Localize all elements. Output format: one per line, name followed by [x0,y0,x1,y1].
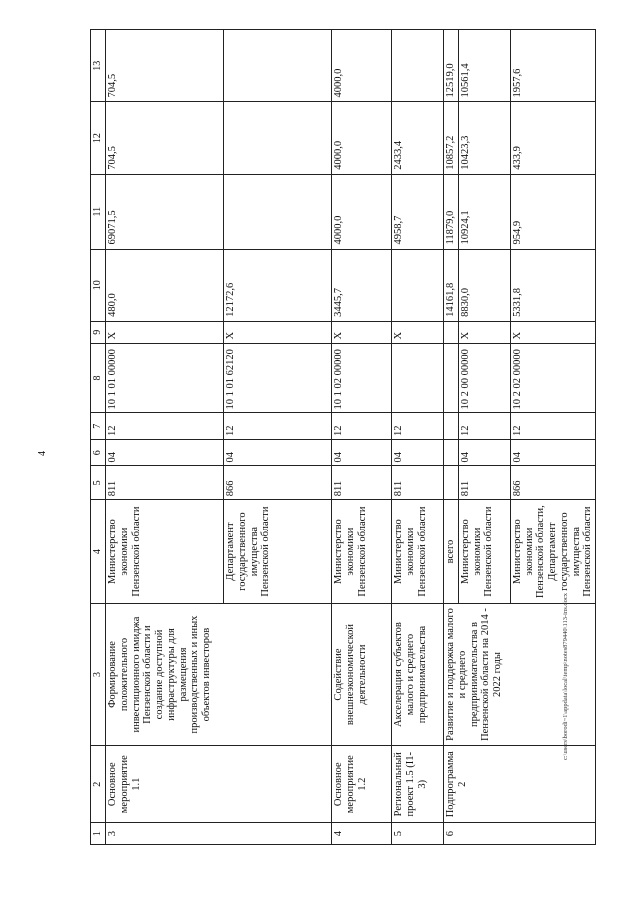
cell-rz: 04 [392,439,444,466]
cell-value: 69071,5 [106,174,224,249]
cell-csr [392,343,444,413]
cell-value: 2433,4 [392,102,444,174]
cell-vr: X [392,321,444,343]
cell-vr: X [224,321,332,343]
cell-pr: 12 [332,413,392,440]
header-cell: 12 [91,102,106,174]
cell-csr: 10 2 00 00000 [458,343,510,413]
cell-pr: 12 [224,413,332,440]
table-row [332,30,392,845]
cell-pr [444,413,459,440]
footer-file-path: c:\users\borodi~1\appdata\local\temp\notes879440\113-ins.docx [562,592,569,760]
executor: Министерство экономики Пензенской области [106,500,224,604]
cell-value: 12519,0 [444,30,459,102]
cell-value: 5331,8 [510,249,595,321]
cell-csr [444,343,459,413]
executor: Министерство экономики Пензенской области [392,500,444,604]
header-cell: 5 [91,466,106,500]
executor: всего [444,500,459,604]
measure-description: Развитие и поддержка малого и среднего предпринимательства в Пензенской области на 2014 - 2022 годы [444,603,596,745]
executor: Министерство экономики Пензенской области [332,500,392,604]
cell-csr: 10 1 01 62120 [224,343,332,413]
cell-value: 4000,0 [332,174,392,249]
cell-value: 10423,3 [458,102,510,174]
header-row [91,30,106,845]
cell-value [392,30,444,102]
header-cell: 4 [91,500,106,604]
cell-value [224,174,332,249]
header-cell: 11 [91,174,106,249]
cell-pr: 12 [392,413,444,440]
cell-value: 704,5 [106,102,224,174]
cell-value: 8830,0 [458,249,510,321]
cell-value: 433,9 [510,102,595,174]
cell-grbs: 866 [224,466,332,500]
cell-pr: 12 [106,413,224,440]
cell-rz: 04 [332,439,392,466]
page-number: 4 [37,451,48,456]
cell-value: 3445,7 [332,249,392,321]
measure-description: Формирование положительного инвестиционного имиджа Пензенской области и создание доступной инфраструктуры для размещения производственных и иных объектов инвесторов [106,603,332,745]
table-row [392,30,444,845]
cell-rz: 04 [224,439,332,466]
measure-name: Основное мероприятие 1.1 [106,746,332,823]
measure-name: Подпрограмма 2 [444,746,596,823]
cell-grbs: 811 [392,466,444,500]
header-cell: 2 [91,746,106,823]
cell-value: 11879,0 [444,174,459,249]
header-cell: 6 [91,439,106,466]
cell-value [224,102,332,174]
executor: Министерство экономики Пензенской области, Департамент государственного имущества Пензенской области [510,500,595,604]
measure-name: Региональный проект 1.5 (I1-3) [392,746,444,823]
cell-value: 14161,8 [444,249,459,321]
cell-value: 12172,6 [224,249,332,321]
cell-csr: 10 2 02 00000 [510,343,595,413]
cell-pr: 12 [510,413,595,440]
row-number: 3 [106,823,332,845]
header-cell: 9 [91,321,106,343]
header-cell: 7 [91,413,106,440]
cell-value: 10857,2 [444,102,459,174]
table-row [106,30,224,845]
cell-value: 4000,0 [332,30,392,102]
cell-vr: X [332,321,392,343]
row-number: 6 [444,823,596,845]
cell-value: 704,5 [106,30,224,102]
cell-grbs: 811 [458,466,510,500]
header-cell: 13 [91,30,106,102]
cell-grbs: 811 [106,466,224,500]
executor: Министерство экономики Пензенской области [458,500,510,604]
cell-vr: X [106,321,224,343]
cell-rz [444,439,459,466]
cell-value: 4958,7 [392,174,444,249]
cell-rz: 04 [106,439,224,466]
header-cell: 3 [91,603,106,745]
cell-value [392,249,444,321]
executor: Департамент государственного имущества Пензенской области [224,500,332,604]
measure-description: Акселерация субъектов малого и среднего предпринимательства [392,603,444,745]
header-cell: 8 [91,343,106,413]
cell-rz: 04 [458,439,510,466]
cell-grbs [444,466,459,500]
budget-table [90,29,596,845]
cell-csr: 10 1 02 00000 [332,343,392,413]
cell-csr: 10 1 01 00000 [106,343,224,413]
table-row [444,30,459,845]
cell-vr: X [458,321,510,343]
cell-value: 954,9 [510,174,595,249]
cell-pr: 12 [458,413,510,440]
cell-grbs: 866 [510,466,595,500]
header-cell: 1 [91,823,106,845]
cell-value: 1957,6 [510,30,595,102]
cell-value: 10924,1 [458,174,510,249]
cell-value: 480,0 [106,249,224,321]
measure-name: Основное мероприятие 1.2 [332,746,392,823]
header-cell: 10 [91,249,106,321]
cell-vr: X [510,321,595,343]
row-number: 5 [392,823,444,845]
cell-value: 10561,4 [458,30,510,102]
cell-grbs: 811 [332,466,392,500]
measure-description: Содействие внешнеэкономической деятельности [332,603,392,745]
row-number: 4 [332,823,392,845]
cell-rz: 04 [510,439,595,466]
cell-value [224,30,332,102]
cell-value: 4000,0 [332,102,392,174]
cell-vr [444,321,459,343]
